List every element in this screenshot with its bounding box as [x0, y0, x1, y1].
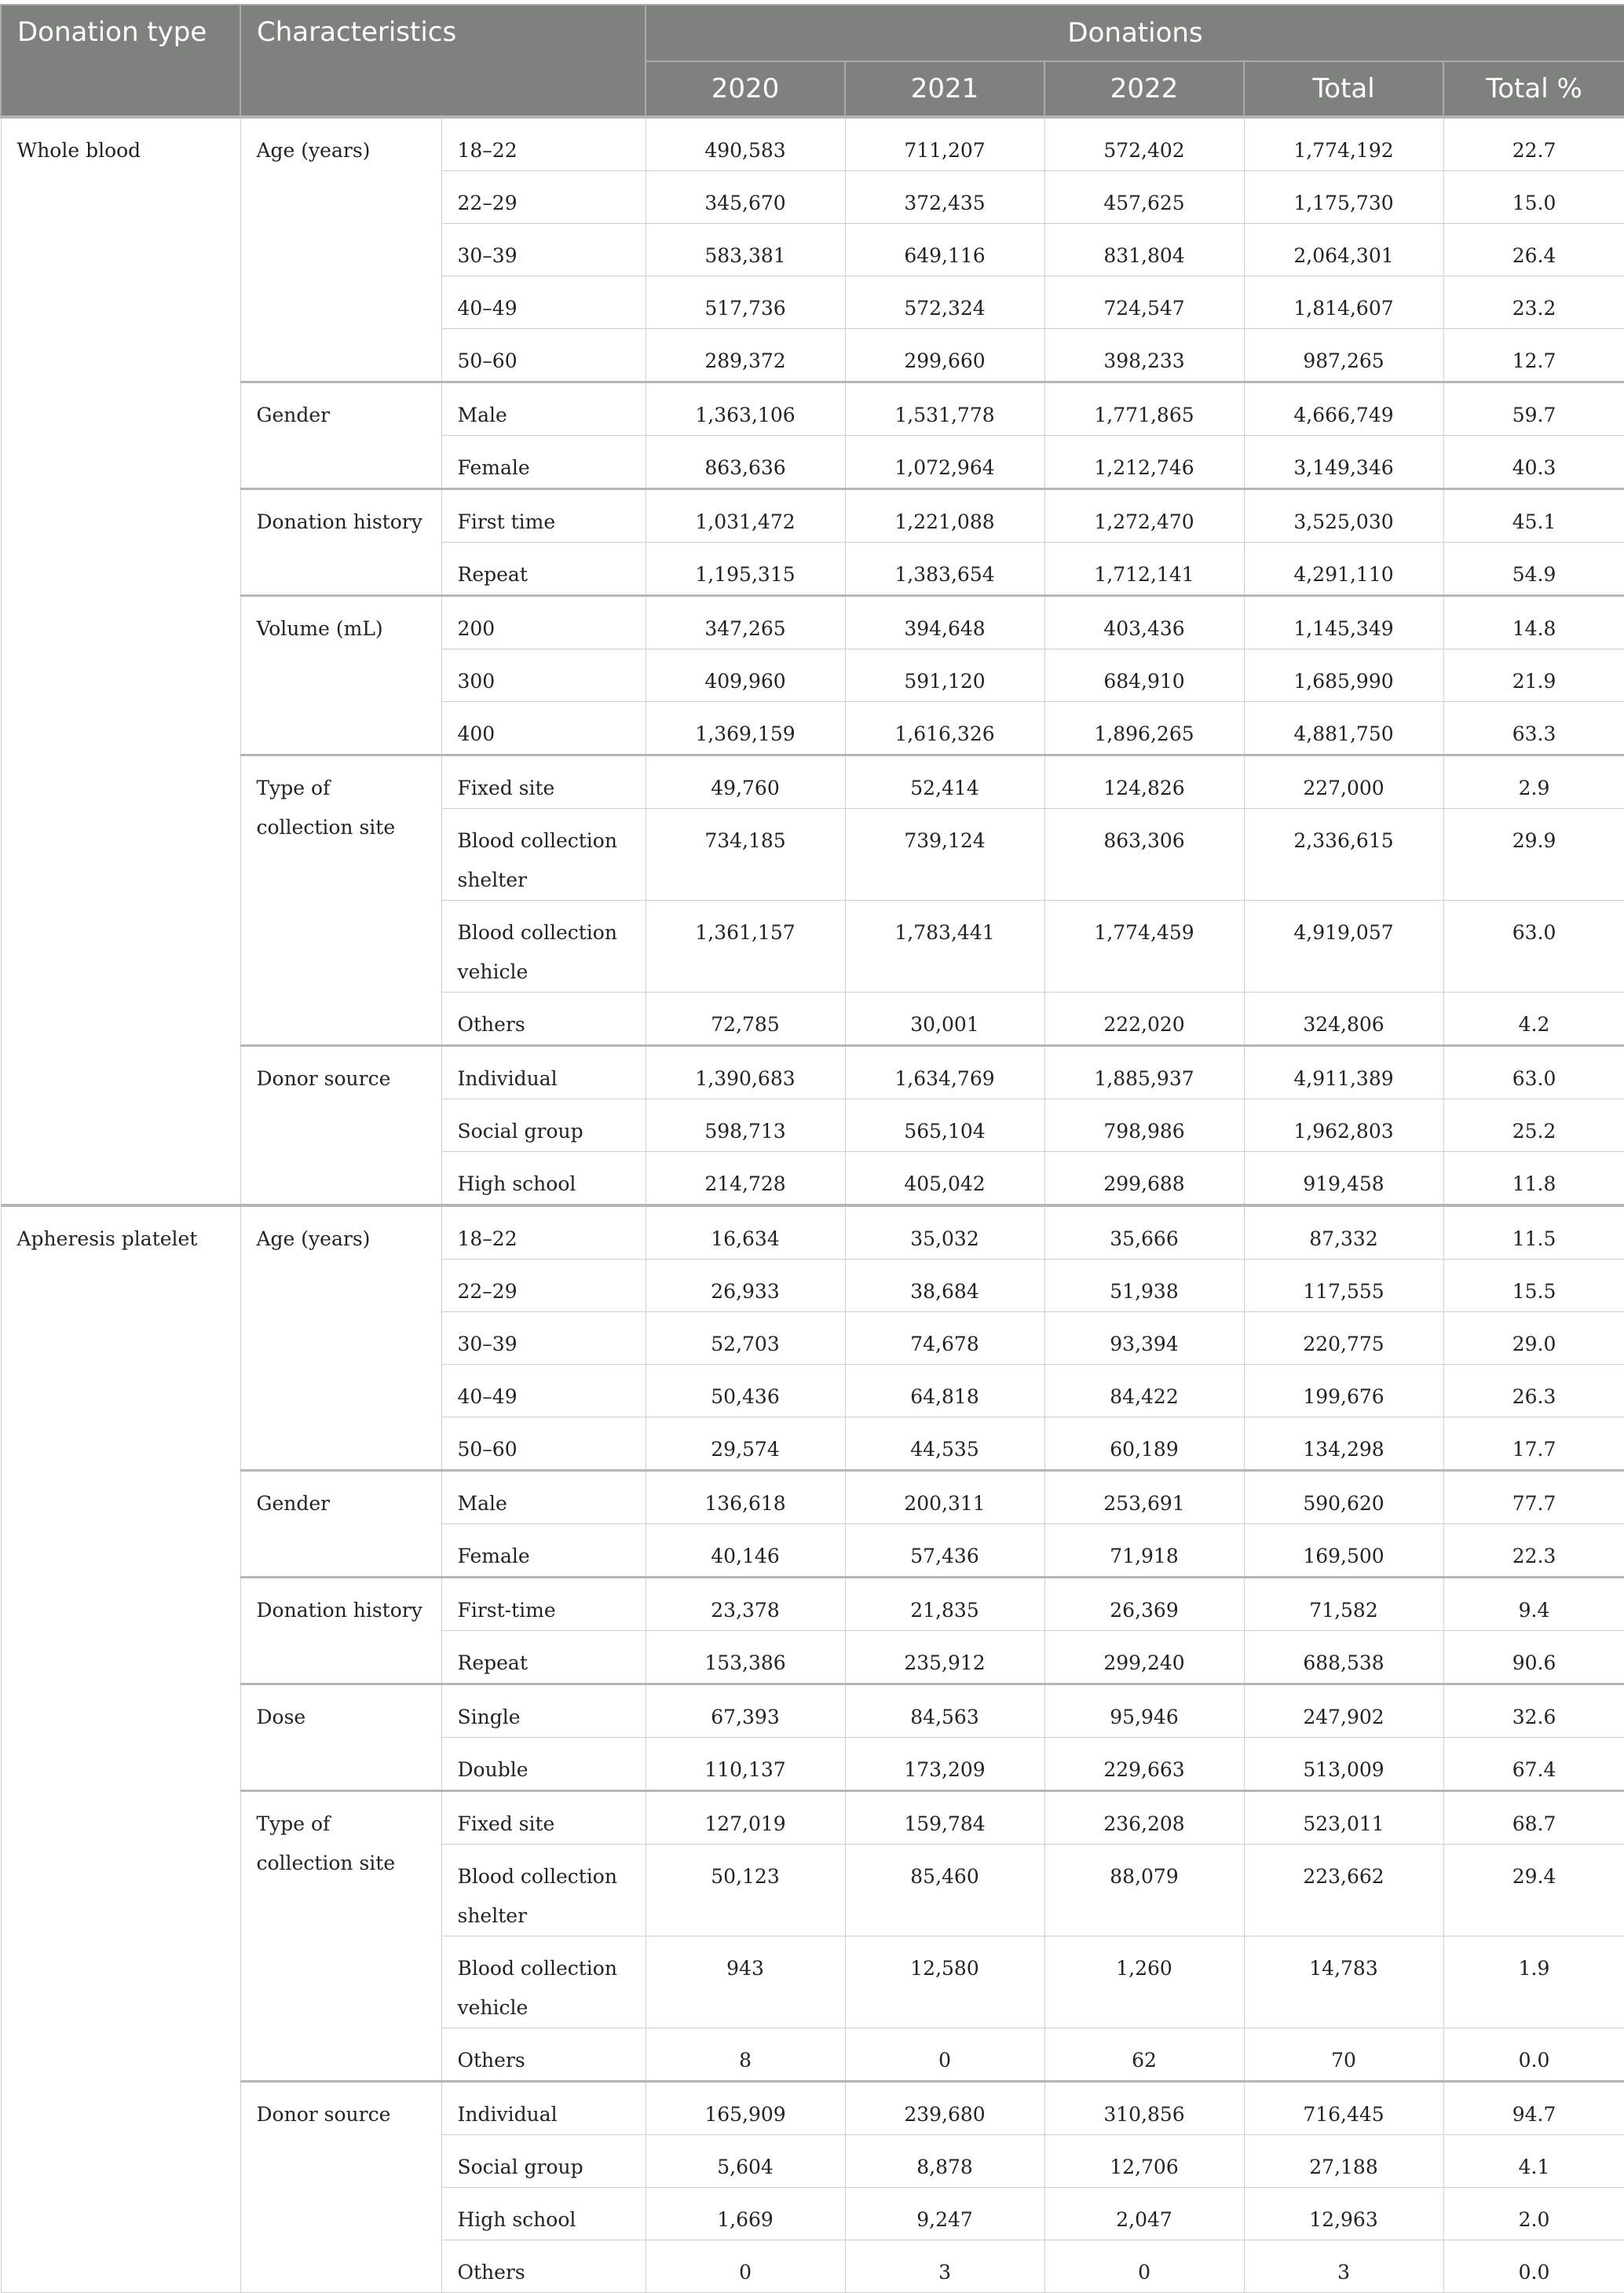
subgroup-cell: Single	[441, 1684, 646, 1738]
table-row	[1, 1471, 1624, 1524]
header-total-percent: Total %	[1443, 61, 1624, 117]
total-percent-cell: 22.3	[1443, 1524, 1624, 1578]
total-cell: 87,332	[1244, 1205, 1443, 1260]
2021-cell: 21,835	[845, 1578, 1044, 1631]
total-cell: 70	[1244, 2028, 1443, 2082]
2020-cell: 40,146	[646, 1524, 845, 1578]
2022-cell: 1,212,746	[1044, 436, 1244, 489]
2020-cell: 0	[646, 2240, 845, 2293]
table-row	[1, 1046, 1624, 1099]
2021-cell: 591,120	[845, 649, 1044, 702]
2022-cell: 12,706	[1044, 2135, 1244, 2188]
2021-cell: 173,209	[845, 1738, 1044, 1791]
2021-cell: 9,247	[845, 2188, 1044, 2240]
total-percent-cell: 54.9	[1443, 543, 1624, 596]
2022-cell: 71,918	[1044, 1524, 1244, 1578]
total-percent-cell: 17.7	[1443, 1417, 1624, 1471]
2022-cell: 1,712,141	[1044, 543, 1244, 596]
2022-cell: 398,233	[1044, 329, 1244, 382]
characteristic-cell: Donation history	[240, 489, 441, 596]
2022-cell: 684,910	[1044, 649, 1244, 702]
characteristic-cell: Dose	[240, 1684, 441, 1791]
2020-cell: 1,361,157	[646, 901, 845, 993]
2022-cell: 572,402	[1044, 117, 1244, 171]
subgroup-cell: 30–39	[441, 224, 646, 276]
2022-cell: 1,260	[1044, 1936, 1244, 2028]
total-percent-cell: 21.9	[1443, 649, 1624, 702]
donations-table	[0, 4, 1624, 2293]
total-cell: 134,298	[1244, 1417, 1443, 1471]
2021-cell: 1,531,778	[845, 382, 1044, 436]
subgroup-cell: Repeat	[441, 543, 646, 596]
subgroup-cell: Fixed site	[441, 1791, 646, 1845]
total-cell: 3,149,346	[1244, 436, 1443, 489]
subgroup-cell: Others	[441, 993, 646, 1046]
subgroup-cell: First-time	[441, 1578, 646, 1631]
subgroup-cell: Male	[441, 382, 646, 436]
2020-cell: 26,933	[646, 1260, 845, 1312]
total-percent-cell: 15.5	[1443, 1260, 1624, 1312]
subgroup-cell: 40–49	[441, 1365, 646, 1417]
2020-cell: 1,031,472	[646, 489, 845, 543]
total-cell: 513,009	[1244, 1738, 1443, 1791]
2021-cell: 372,435	[845, 171, 1044, 224]
2020-cell: 409,960	[646, 649, 845, 702]
2022-cell: 51,938	[1044, 1260, 1244, 1312]
2020-cell: 1,390,683	[646, 1046, 845, 1099]
total-percent-cell: 94.7	[1443, 2082, 1624, 2135]
2020-cell: 214,728	[646, 1152, 845, 1206]
total-percent-cell: 15.0	[1443, 171, 1624, 224]
total-cell: 1,962,803	[1244, 1099, 1443, 1152]
2021-cell: 394,648	[845, 596, 1044, 649]
total-cell: 716,445	[1244, 2082, 1443, 2135]
total-cell: 324,806	[1244, 993, 1443, 1046]
2022-cell: 1,774,459	[1044, 901, 1244, 993]
subgroup-cell: 50–60	[441, 1417, 646, 1471]
characteristic-cell: Donor source	[240, 2082, 441, 2293]
header-characteristics: Characteristics	[240, 5, 646, 117]
2020-cell: 127,019	[646, 1791, 845, 1845]
subgroup-cell: Individual	[441, 1046, 646, 1099]
2020-cell: 1,195,315	[646, 543, 845, 596]
table-row	[1, 2082, 1624, 2135]
2020-cell: 23,378	[646, 1578, 845, 1631]
2021-cell: 85,460	[845, 1845, 1044, 1936]
total-percent-cell: 29.9	[1443, 809, 1624, 901]
2020-cell: 1,363,106	[646, 382, 845, 436]
subgroup-cell: High school	[441, 2188, 646, 2240]
subgroup-cell: 300	[441, 649, 646, 702]
total-percent-cell: 32.6	[1443, 1684, 1624, 1738]
table-row	[1, 117, 1624, 171]
table-row	[1, 596, 1624, 649]
2020-cell: 345,670	[646, 171, 845, 224]
2021-cell: 1,383,654	[845, 543, 1044, 596]
total-cell: 227,000	[1244, 755, 1443, 809]
2021-cell: 12,580	[845, 1936, 1044, 2028]
subgroup-cell: Others	[441, 2028, 646, 2082]
2022-cell: 299,240	[1044, 1631, 1244, 1684]
2021-cell: 3	[845, 2240, 1044, 2293]
total-cell: 199,676	[1244, 1365, 1443, 1417]
subgroup-cell: 18–22	[441, 1205, 646, 1260]
2021-cell: 565,104	[845, 1099, 1044, 1152]
total-percent-cell: 4.1	[1443, 2135, 1624, 2188]
2021-cell: 159,784	[845, 1791, 1044, 1845]
2020-cell: 5,604	[646, 2135, 845, 2188]
subgroup-cell: Blood collection shelter	[441, 1845, 646, 1936]
table-row	[1, 489, 1624, 543]
2020-cell: 943	[646, 1936, 845, 2028]
2020-cell: 50,123	[646, 1845, 845, 1936]
2021-cell: 8,878	[845, 2135, 1044, 2188]
2022-cell: 84,422	[1044, 1365, 1244, 1417]
total-cell: 117,555	[1244, 1260, 1443, 1312]
total-percent-cell: 0.0	[1443, 2240, 1624, 2293]
characteristic-cell: Gender	[240, 382, 441, 489]
2021-cell: 35,032	[845, 1205, 1044, 1260]
characteristic-cell: Donor source	[240, 1046, 441, 1206]
total-percent-cell: 2.0	[1443, 2188, 1624, 2240]
table-body	[1, 117, 1624, 2293]
subgroup-cell: 18–22	[441, 117, 646, 171]
2021-cell: 299,660	[845, 329, 1044, 382]
2020-cell: 1,669	[646, 2188, 845, 2240]
total-percent-cell: 63.0	[1443, 901, 1624, 993]
total-percent-cell: 59.7	[1443, 382, 1624, 436]
2021-cell: 235,912	[845, 1631, 1044, 1684]
total-cell: 12,963	[1244, 2188, 1443, 2240]
total-percent-cell: 40.3	[1443, 436, 1624, 489]
total-cell: 1,774,192	[1244, 117, 1443, 171]
subgroup-cell: Individual	[441, 2082, 646, 2135]
2020-cell: 8	[646, 2028, 845, 2082]
2021-cell: 711,207	[845, 117, 1044, 171]
total-percent-cell: 63.0	[1443, 1046, 1624, 1099]
total-cell: 4,881,750	[1244, 702, 1443, 755]
total-cell: 3,525,030	[1244, 489, 1443, 543]
subgroup-cell: 22–29	[441, 1260, 646, 1312]
2022-cell: 124,826	[1044, 755, 1244, 809]
2022-cell: 310,856	[1044, 2082, 1244, 2135]
table-row	[1, 755, 1624, 809]
2022-cell: 299,688	[1044, 1152, 1244, 1206]
2022-cell: 1,896,265	[1044, 702, 1244, 755]
2020-cell: 153,386	[646, 1631, 845, 1684]
2020-cell: 165,909	[646, 2082, 845, 2135]
subgroup-cell: High school	[441, 1152, 646, 1206]
2022-cell: 60,189	[1044, 1417, 1244, 1471]
characteristic-cell: Volume (mL)	[240, 596, 441, 755]
subgroup-cell: First time	[441, 489, 646, 543]
subgroup-cell: Female	[441, 436, 646, 489]
total-percent-cell: 25.2	[1443, 1099, 1624, 1152]
characteristic-cell: Gender	[240, 1471, 441, 1578]
2022-cell: 457,625	[1044, 171, 1244, 224]
subgroup-cell: 400	[441, 702, 646, 755]
2020-cell: 16,634	[646, 1205, 845, 1260]
characteristic-cell: Type of collection site	[240, 1791, 441, 2082]
total-percent-cell: 9.4	[1443, 1578, 1624, 1631]
2022-cell: 863,306	[1044, 809, 1244, 901]
2022-cell: 1,272,470	[1044, 489, 1244, 543]
table-row	[1, 1578, 1624, 1631]
subgroup-cell: Double	[441, 1738, 646, 1791]
total-percent-cell: 23.2	[1443, 276, 1624, 329]
2021-cell: 64,818	[845, 1365, 1044, 1417]
total-cell: 4,666,749	[1244, 382, 1443, 436]
table-row	[1, 382, 1624, 436]
total-cell: 1,175,730	[1244, 171, 1443, 224]
total-percent-cell: 63.3	[1443, 702, 1624, 755]
total-cell: 14,783	[1244, 1936, 1443, 2028]
2020-cell: 1,369,159	[646, 702, 845, 755]
2021-cell: 1,616,326	[845, 702, 1044, 755]
subgroup-cell: 30–39	[441, 1312, 646, 1365]
header-2022: 2022	[1044, 61, 1244, 117]
2022-cell: 93,394	[1044, 1312, 1244, 1365]
total-cell: 2,336,615	[1244, 809, 1443, 901]
2021-cell: 84,563	[845, 1684, 1044, 1738]
subgroup-cell: Fixed site	[441, 755, 646, 809]
2021-cell: 405,042	[845, 1152, 1044, 1206]
2020-cell: 136,618	[646, 1471, 845, 1524]
2021-cell: 0	[845, 2028, 1044, 2082]
2020-cell: 347,265	[646, 596, 845, 649]
header-donations: Donations	[646, 5, 1624, 61]
total-percent-cell: 29.0	[1443, 1312, 1624, 1365]
donation-type-cell: Whole blood	[1, 117, 240, 1205]
total-cell: 1,814,607	[1244, 276, 1443, 329]
2022-cell: 236,208	[1044, 1791, 1244, 1845]
total-cell: 2,064,301	[1244, 224, 1443, 276]
total-cell: 27,188	[1244, 2135, 1443, 2188]
table-row	[1, 1684, 1624, 1738]
2020-cell: 67,393	[646, 1684, 845, 1738]
total-percent-cell: 26.3	[1443, 1365, 1624, 1417]
characteristic-cell: Type of collection site	[240, 755, 441, 1046]
total-cell: 4,919,057	[1244, 901, 1443, 993]
total-percent-cell: 77.7	[1443, 1471, 1624, 1524]
2020-cell: 863,636	[646, 436, 845, 489]
header-total: Total	[1244, 61, 1443, 117]
2020-cell: 49,760	[646, 755, 845, 809]
subgroup-cell: Blood collection vehicle	[441, 901, 646, 993]
total-percent-cell: 26.4	[1443, 224, 1624, 276]
total-cell: 223,662	[1244, 1845, 1443, 1936]
subgroup-cell: 22–29	[441, 171, 646, 224]
total-percent-cell: 12.7	[1443, 329, 1624, 382]
total-percent-cell: 11.8	[1443, 1152, 1624, 1206]
header-donation-type: Donation type	[1, 5, 240, 117]
2021-cell: 1,634,769	[845, 1046, 1044, 1099]
subgroup-cell: Social group	[441, 1099, 646, 1152]
2020-cell: 29,574	[646, 1417, 845, 1471]
total-percent-cell: 11.5	[1443, 1205, 1624, 1260]
total-cell: 590,620	[1244, 1471, 1443, 1524]
2022-cell: 26,369	[1044, 1578, 1244, 1631]
2021-cell: 649,116	[845, 224, 1044, 276]
subgroup-cell: 40–49	[441, 276, 646, 329]
characteristic-cell: Age (years)	[240, 1205, 441, 1471]
2021-cell: 30,001	[845, 993, 1044, 1046]
total-percent-cell: 45.1	[1443, 489, 1624, 543]
total-cell: 523,011	[1244, 1791, 1443, 1845]
subgroup-cell: 200	[441, 596, 646, 649]
total-percent-cell: 22.7	[1443, 117, 1624, 171]
subgroup-cell: Blood collection shelter	[441, 809, 646, 901]
total-cell: 3	[1244, 2240, 1443, 2293]
subgroup-cell: Social group	[441, 2135, 646, 2188]
subgroup-cell: Others	[441, 2240, 646, 2293]
2020-cell: 50,436	[646, 1365, 845, 1417]
2022-cell: 62	[1044, 2028, 1244, 2082]
2022-cell: 253,691	[1044, 1471, 1244, 1524]
total-cell: 4,291,110	[1244, 543, 1443, 596]
total-percent-cell: 68.7	[1443, 1791, 1624, 1845]
total-percent-cell: 0.0	[1443, 2028, 1624, 2082]
2020-cell: 110,137	[646, 1738, 845, 1791]
total-cell: 688,538	[1244, 1631, 1443, 1684]
header-2021: 2021	[845, 61, 1044, 117]
2020-cell: 72,785	[646, 993, 845, 1046]
total-percent-cell: 67.4	[1443, 1738, 1624, 1791]
2021-cell: 239,680	[845, 2082, 1044, 2135]
total-percent-cell: 4.2	[1443, 993, 1624, 1046]
total-percent-cell: 1.9	[1443, 1936, 1624, 2028]
total-cell: 169,500	[1244, 1524, 1443, 1578]
header-2020: 2020	[646, 61, 845, 117]
2022-cell: 2,047	[1044, 2188, 1244, 2240]
subgroup-cell: Male	[441, 1471, 646, 1524]
total-percent-cell: 2.9	[1443, 755, 1624, 809]
subgroup-cell: Repeat	[441, 1631, 646, 1684]
total-percent-cell: 14.8	[1443, 596, 1624, 649]
total-percent-cell: 29.4	[1443, 1845, 1624, 1936]
2022-cell: 95,946	[1044, 1684, 1244, 1738]
2021-cell: 38,684	[845, 1260, 1044, 1312]
2022-cell: 35,666	[1044, 1205, 1244, 1260]
2022-cell: 1,885,937	[1044, 1046, 1244, 1099]
2022-cell: 222,020	[1044, 993, 1244, 1046]
2020-cell: 583,381	[646, 224, 845, 276]
subgroup-cell: Blood collection vehicle	[441, 1936, 646, 2028]
2022-cell: 229,663	[1044, 1738, 1244, 1791]
2022-cell: 88,079	[1044, 1845, 1244, 1936]
total-cell: 4,911,389	[1244, 1046, 1443, 1099]
2020-cell: 517,736	[646, 276, 845, 329]
total-cell: 987,265	[1244, 329, 1443, 382]
2020-cell: 734,185	[646, 809, 845, 901]
total-cell: 919,458	[1244, 1152, 1443, 1206]
2021-cell: 1,783,441	[845, 901, 1044, 993]
2021-cell: 52,414	[845, 755, 1044, 809]
2022-cell: 798,986	[1044, 1099, 1244, 1152]
2020-cell: 598,713	[646, 1099, 845, 1152]
total-cell: 1,145,349	[1244, 596, 1443, 649]
subgroup-cell: 50–60	[441, 329, 646, 382]
donation-type-cell: Apheresis platelet	[1, 1205, 240, 2293]
2021-cell: 1,221,088	[845, 489, 1044, 543]
total-cell: 247,902	[1244, 1684, 1443, 1738]
2021-cell: 739,124	[845, 809, 1044, 901]
2021-cell: 200,311	[845, 1471, 1044, 1524]
total-cell: 71,582	[1244, 1578, 1443, 1631]
2020-cell: 289,372	[646, 329, 845, 382]
2021-cell: 44,535	[845, 1417, 1044, 1471]
table-row	[1, 1205, 1624, 1260]
2021-cell: 57,436	[845, 1524, 1044, 1578]
2022-cell: 831,804	[1044, 224, 1244, 276]
2022-cell: 1,771,865	[1044, 382, 1244, 436]
2022-cell: 0	[1044, 2240, 1244, 2293]
total-cell: 1,685,990	[1244, 649, 1443, 702]
2020-cell: 490,583	[646, 117, 845, 171]
total-percent-cell: 90.6	[1443, 1631, 1624, 1684]
characteristic-cell: Donation history	[240, 1578, 441, 1684]
2022-cell: 724,547	[1044, 276, 1244, 329]
total-cell: 220,775	[1244, 1312, 1443, 1365]
2020-cell: 52,703	[646, 1312, 845, 1365]
subgroup-cell: Female	[441, 1524, 646, 1578]
2021-cell: 74,678	[845, 1312, 1044, 1365]
2022-cell: 403,436	[1044, 596, 1244, 649]
2021-cell: 572,324	[845, 276, 1044, 329]
characteristic-cell: Age (years)	[240, 117, 441, 382]
table-row	[1, 1791, 1624, 1845]
2021-cell: 1,072,964	[845, 436, 1044, 489]
